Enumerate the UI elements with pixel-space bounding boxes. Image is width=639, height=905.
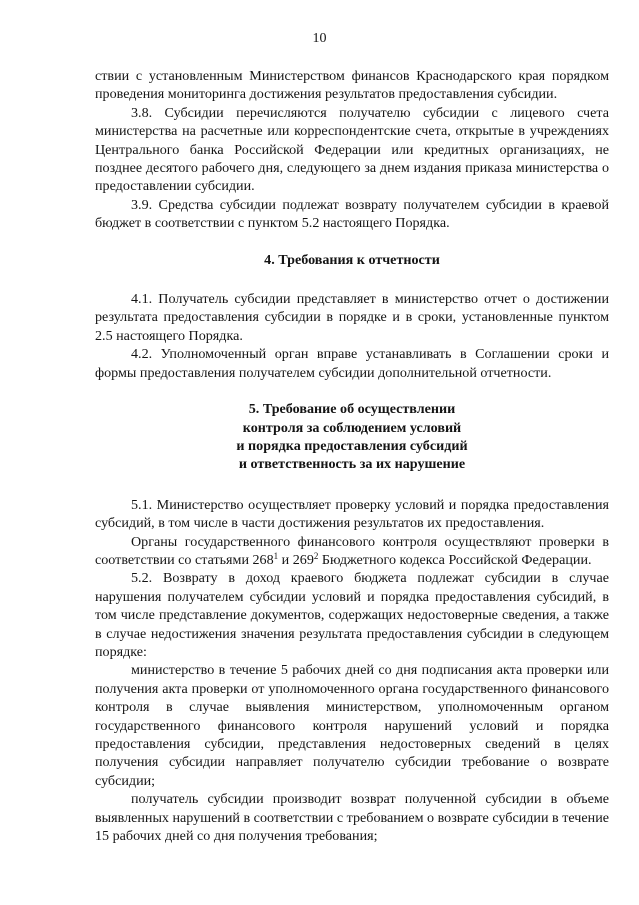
paragraph-4-1: 4.1. Получатель субсидии представляет в министерство отчет о достижении результата предоставления субсидии в порядке и в сроки, установленные пунктом 2.5 настоящего Порядка.	[95, 291, 609, 344]
paragraph-5-1: 5.1. Министерство осуществляет проверку условий и порядка предоставления субсидий, в том числе в части достижения результатов их предоставления.	[95, 496, 609, 532]
paragraph-5-2-recipient: получатель субсидии производит возврат полученной субсидии в объеме выявленных нарушений в соответствии с требованием о возврате субсидии в течение 15 рабочих дней со дня получения требования;	[95, 791, 609, 845]
section-4-heading: 4. Требования к отчетности	[264, 251, 440, 268]
article-269-superscript: 2	[313, 550, 319, 561]
control-text-mid: и 269	[278, 551, 314, 568]
section-5-heading-line-4: и ответственность за их нарушение	[238, 456, 466, 473]
paragraph-3-9: 3.9. Средства субсидии подлежат возврату получателем субсидии в краевой бюджет в соответствии с пунктом 5.2 настоящего Порядка.	[95, 196, 609, 232]
paragraph-3-8: 3.8. Субсидии перечисляются получателю субсидии с лицевого счета министерства на расчетные или корреспондентские счета, открытые в учреждениях Центрального банка Российской Федерации или кредитных организациях, не позднее десятого рабочего дня, следующего за днем издания приказа министерства о предоставлении субсидии.	[95, 104, 609, 195]
paragraph-4-2: 4.2. Уполномоченный орган вправе устанавливать в Соглашении сроки и формы предоставления получателем субсидии дополнительной отчетности.	[95, 346, 609, 381]
section-5-heading-line-2: контроля за соблюдением условий	[242, 419, 462, 436]
paragraph-5-2-ministry: министерство в течение 5 рабочих дней со дня подписания акта проверки или получения акта проверки от уполномоченного органа государственного финансового контроля в случае выявления министерством, уполномоченным органом государственного финансового контроля нарушений условий и порядка предоставления субсидии, представления недостоверных сведений в целях получения субсидии направляет получателю субсидии требование о возврате субсидии;	[95, 662, 609, 789]
paragraph-5-2: 5.2. Возврату в доход краевого бюджета подлежат субсидии в случае нарушения получателем субсидии условий и порядка предоставления субсидий, в том числе представление документов, содержащих недостоверные сведения, а также в случае недостижения значения результата предоставления субсидии в следующем порядке:	[95, 570, 609, 660]
section-5-heading-line-1: 5. Требование об осуществлении	[248, 401, 456, 418]
control-text-pre: Органы государственного финансового контроля осуществляют проверки в соответствии со статьями 268	[95, 533, 609, 568]
section-5-heading	[95, 400, 609, 474]
page-number: 10	[312, 31, 327, 46]
document-body	[95, 67, 609, 845]
section-5-heading-line-3: и порядка предоставления субсидий	[236, 437, 468, 454]
paragraph-5-1-control	[95, 533, 609, 570]
article-268-superscript: 1	[273, 550, 279, 561]
paragraph-continuation: ствии с установленным Министерством финансов Краснодарского края порядком проведения мониторинга достижения результатов предоставления субсидии.	[95, 68, 609, 103]
control-text-post: Бюджетного кодекса Российской Федерации.	[318, 551, 592, 568]
